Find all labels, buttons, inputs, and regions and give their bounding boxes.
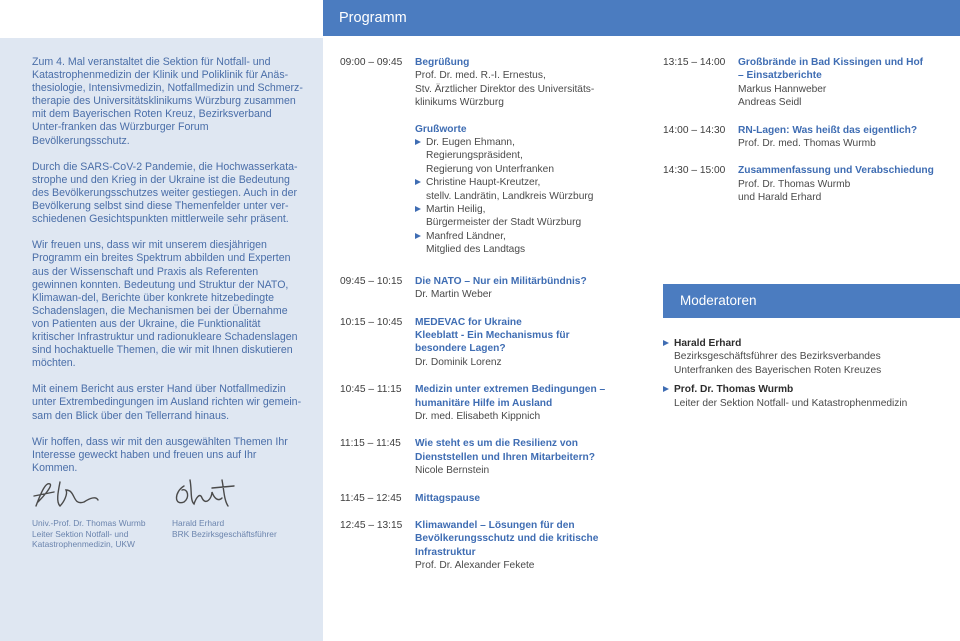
triangle-bullet-icon: [415, 206, 421, 212]
schedule-slot: [340, 519, 630, 573]
triangle-bullet-icon: [415, 179, 421, 185]
slot-title: Wie steht es um die Resilienz von Dienststellen und Ihren Mitarbeitern?: [415, 438, 596, 463]
moderator-role: Bezirksgeschäftsführer des Bezirksverbandes Unterfranken des Bayerischen Roten Kreuzes: [674, 351, 882, 376]
slot-title: Zusammenfassung und Verabschiedung: [738, 165, 934, 177]
schedule-slot: [340, 275, 630, 302]
programm-header: Programm: [323, 0, 960, 36]
slot-speaker: Prof. Dr. med. R.-I. Ernestus, Stv. Ärztlicher Direktor des Universitäts- klinikums Würzburg: [415, 70, 595, 109]
grussworte-item: [415, 203, 630, 230]
schedule-slot: [340, 437, 630, 477]
triangle-bullet-icon: [663, 340, 669, 346]
moderatoren-header: Moderatoren: [663, 284, 960, 318]
intro-paragraph: Mit einem Bericht aus erster Hand über Notfallmedizin unter Extrembedingungen im Ausland richten wir gemein-sam den Blick über den Tellerrand hinaus.: [32, 383, 302, 422]
top-strip: [0, 0, 323, 38]
slot-title: MEDEVAC for Ukraine Kleeblatt - Ein Mechanismus für besondere Lagen?: [415, 316, 570, 355]
slot-time: 14:00 – 14:30: [663, 124, 726, 136]
intro-paragraph: Wir freuen uns, dass wir mit unserem diesjährigen Programm ein breites Spektrum abbilden und Experten aus der Wissenschaft und Praxis als Referenten gewinnen konnten. Bedeutung und Struktur der NATO, Klimawan-del, Berichte über konkrete hitzebedingte Schadenslagen, die Mechanismen bei der Übernahme von Patienten aus der Ukraine, die Funktionalität kritischer Infrastruktur und radionukleare Schadenslagen sind hochaktuelle Themen, die wir mit Ihnen diskutieren möchten.: [32, 239, 298, 370]
slot-speaker: Dr. Martin Weber: [415, 289, 492, 301]
slot-time: 09:00 – 09:45: [340, 57, 403, 68]
signature-wurmb-image: [32, 476, 122, 514]
slot-time: 10:15 – 10:45: [340, 316, 403, 328]
slot-speaker: Prof. Dr. med. Thomas Wurmb: [738, 138, 876, 150]
slot-time: 11:45 – 12:45: [340, 492, 402, 504]
signature-wurmb: [32, 476, 146, 550]
schedule-slot: [340, 316, 630, 370]
intro-paragraph: Durch die SARS-CoV-2 Pandemie, die Hochwasserkata-strophe und den Krieg in der Ukraine ist die Bedeutung des Bevölkerungsschutzes weiter gestiegen. Auch in der Bevölkerung selbst sind diese Themenfelder unter ver-schiedenen Gesichtspunkten mittlerweile sehr präsent.: [32, 160, 298, 226]
slot-speaker: Dr. Dominik Lorenz: [415, 356, 502, 368]
signature-erhard-image: [172, 476, 262, 514]
triangle-bullet-icon: [415, 139, 421, 145]
grussworte-item-text: Christine Haupt-Kreutzer, stellv. Landrätin, Landkreis Würzburg: [426, 177, 594, 202]
schedule-slot: [340, 383, 630, 423]
grussworte-list: [415, 136, 630, 257]
slot-title: Großbrände in Bad Kissingen und Hof – Einsatzberichte: [738, 57, 924, 82]
signatures: [32, 476, 312, 556]
slot-time: 14:30 – 15:00: [663, 165, 726, 177]
signature-erhard: [172, 476, 277, 539]
schedule-slot: [340, 492, 630, 505]
moderator-item: [663, 337, 953, 377]
slot-title: Klimawandel – Lösungen für den Bevölkerungsschutz und die kritische Infrastruktur: [415, 519, 599, 558]
moderator-name: Harald Erhard: [674, 338, 742, 349]
grussworte-item: [415, 230, 630, 257]
schedule-slot: [663, 56, 953, 110]
grussworte-item-text: Martin Heilig, Bürgermeister der Stadt Würzburg: [426, 204, 582, 229]
intro-paragraph: Zum 4. Mal veranstaltet die Sektion für Notfall- und Katastrophenmedizin der Klinik und Poliklinik für Anäs-thesiologie, Intensivmedizin, Notfallmedizin und Schmerz-therapie des Universitätsklinikums Würzburg zusammen mit dem Bayerischen Roten Kreuz, Bezirksverband Unter-franken das Würzburger Forum Bevölkerungsschutz.: [32, 56, 303, 147]
intro-text: [32, 56, 304, 488]
slot-title: Mittagspause: [415, 492, 481, 504]
grussworte-title: Grußworte: [415, 123, 467, 135]
intro-panel: [0, 0, 323, 641]
signature-caption-wurmb: Univ.-Prof. Dr. Thomas Wurmb Leiter Sektion Notfall- und Katastrophenmedizin, UKW: [32, 518, 146, 550]
triangle-bullet-icon: [415, 233, 421, 239]
slot-speaker: Dr. med. Elisabeth Kippnich: [415, 410, 541, 422]
moderator-item: [663, 383, 953, 410]
slot-time: 10:45 – 11:15: [340, 384, 402, 396]
moderator-name: Prof. Dr. Thomas Wurmb: [674, 384, 794, 396]
schedule-slot: [663, 164, 953, 204]
slot-title: RN-Lagen: Was heißt das eigentlich?: [738, 124, 918, 136]
grussworte-item-text: Manfred Ländner, Mitglied des Landtags: [426, 230, 526, 256]
intro-paragraph: Wir hoffen, dass wir mit den ausgewählten Themen Ihr Interesse geweckt haben und freuen uns auf Ihr Kommen.: [32, 435, 288, 474]
slot-time: 11:15 – 11:45: [340, 438, 401, 450]
schedule-right: [663, 56, 953, 205]
schedule-left: [340, 56, 630, 573]
grussworte-item: [415, 136, 630, 176]
schedule-slot: [340, 56, 630, 257]
slot-time: 09:45 – 10:15: [340, 275, 403, 287]
moderator-role: Leiter der Sektion Notfall- und Katastrophenmedizin: [674, 397, 908, 409]
slot-time: 12:45 – 13:15: [340, 519, 403, 531]
slot-time: 13:15 – 14:00: [663, 57, 726, 68]
slot-speaker: Markus Hannweber Andreas Seidl: [738, 83, 827, 109]
slot-title: Die NATO – Nur ein Militärbündnis?: [415, 275, 587, 287]
slot-speaker: Prof. Dr. Thomas Wurmb und Harald Erhard: [738, 178, 851, 204]
moderators-list: [663, 337, 953, 416]
slot-title: Medizin unter extremen Bedingungen – humanitäre Hilfe im Ausland: [415, 384, 606, 409]
schedule-slot: [663, 124, 953, 151]
triangle-bullet-icon: [663, 386, 669, 392]
grussworte-item: [415, 176, 630, 203]
slot-speaker: Prof. Dr. Alexander Fekete: [415, 560, 535, 572]
signature-caption-erhard: Harald Erhard BRK Bezirksgeschäftsführer: [172, 518, 277, 539]
slot-speaker: Nicole Bernstein: [415, 465, 490, 477]
slot-title: Begrüßung: [415, 57, 470, 68]
grussworte-item-text: Dr. Eugen Ehmann, Regierungspräsident, Regierung von Unterfranken: [426, 137, 554, 175]
